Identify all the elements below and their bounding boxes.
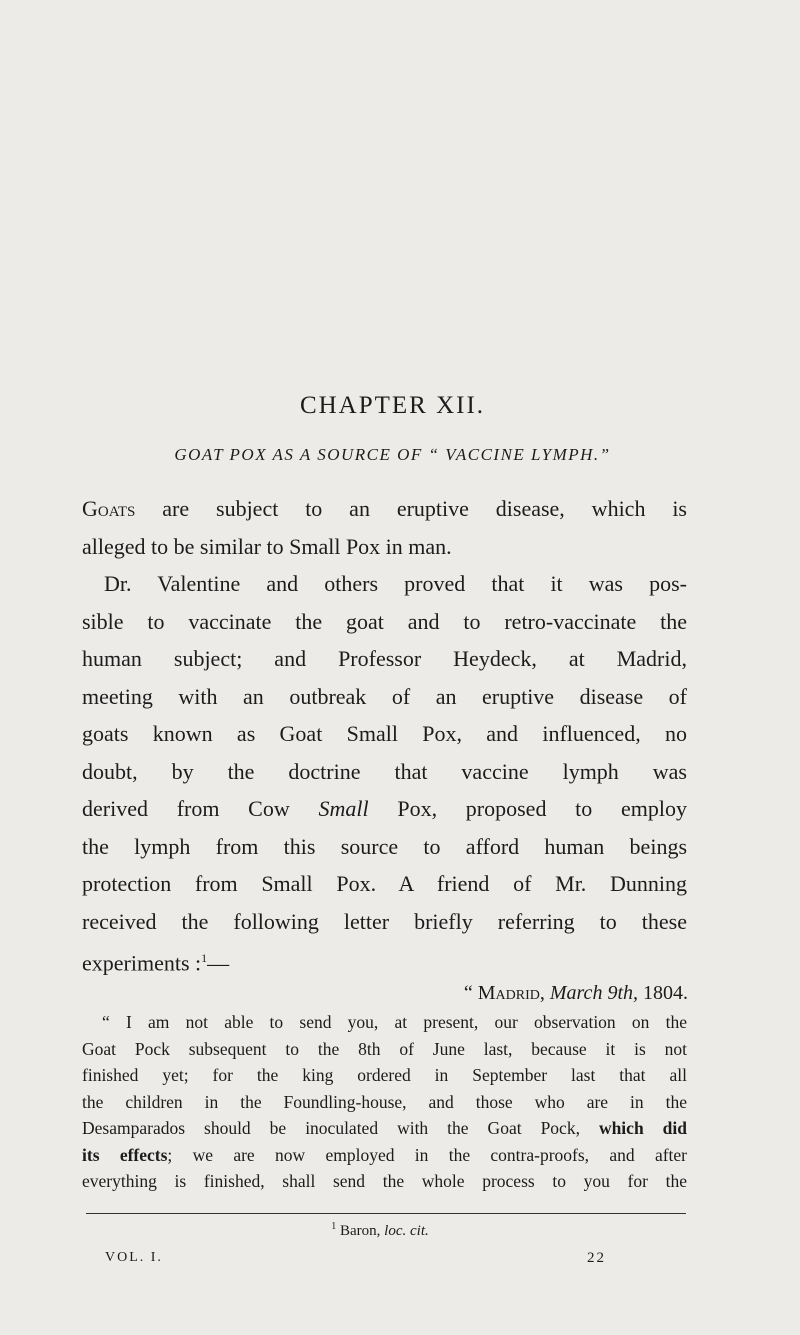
dateline-date: March 9th, <box>549 982 638 1004</box>
body-line: goats known as Goat Small Pox, and influenced, no <box>82 721 687 746</box>
footnote-marker: 1 <box>331 1221 337 1232</box>
dateline-place: Madrid <box>477 982 540 1004</box>
opening-word: Goats <box>82 496 136 521</box>
letter-dateline <box>464 982 688 1005</box>
quoted-letter <box>82 1009 687 1195</box>
letter-line-text: ; we are now employed in the contra-proofs, and after <box>167 1144 687 1165</box>
letter-line: everything is finished, shall send the whole process to you for the <box>82 1171 687 1191</box>
letter-line: Goat Pock subsequent to the 8th of June last, because it is not <box>82 1038 687 1059</box>
letter-line <box>82 1142 687 1169</box>
body-text <box>82 490 687 978</box>
letter-line: “ I am not able to send you, at present, our observation on the <box>102 1012 687 1032</box>
letter-line: finished yet; for the king ordered in September last that all <box>82 1065 687 1085</box>
emphasis-text: Small <box>318 796 369 821</box>
body-line: doubt, by the doctrine that vaccine lymph was <box>82 758 687 784</box>
body-line <box>82 490 687 528</box>
body-line <box>82 790 687 828</box>
body-line: meeting with an outbreak of an eruptive disease of <box>82 683 687 709</box>
body-line: the lymph from this source to afford human beings <box>82 833 687 859</box>
footnote-text: Baron, <box>336 1223 385 1239</box>
body-line: alleged to be similar to Small Pox in man. <box>82 533 452 559</box>
volume-label: VOL. I. <box>105 1250 163 1265</box>
body-line: sible to vaccinate the goat and to retro-vaccinate the <box>82 608 687 634</box>
footnote-reference: 1 <box>201 951 208 965</box>
body-line-text: derived from Cow <box>82 796 319 821</box>
letter-line <box>82 1115 687 1142</box>
body-line: human subject; and Professor Heydeck, at Madrid, <box>82 646 687 671</box>
body-line-text: experiments : <box>82 950 202 976</box>
body-line: protection from Small Pox. A friend of Mr. Dunning <box>82 871 687 896</box>
dateline-separator: , <box>539 982 550 1004</box>
letter-line-text: Desamparados should be inoculated with the Goat Pock, <box>82 1118 599 1138</box>
chapter-subtitle: GOAT POX AS A SOURCE OF “ VACCINE LYMPH.” <box>174 445 611 464</box>
body-line: Dr. Valentine and others proved that it was pos- <box>104 571 687 596</box>
body-line-text: — <box>207 950 230 976</box>
letter-line: the children in the Foundling-house, and those who are in the <box>82 1091 687 1112</box>
footnote-citation: loc. cit. <box>384 1223 429 1239</box>
page-number: 22 <box>587 1250 606 1266</box>
quote-mark: “ <box>463 982 478 1004</box>
footnote <box>0 1221 760 1240</box>
body-line-text: are subject to an eruptive disease, which is <box>135 496 687 521</box>
body-line-text: Pox, proposed to employ <box>368 796 688 821</box>
bold-text: which did <box>598 1118 687 1138</box>
footnote-divider <box>86 1213 686 1214</box>
bold-text: its effects <box>82 1144 168 1165</box>
dateline-year: 1804. <box>638 982 688 1004</box>
chapter-title: CHAPTER XII. <box>299 392 486 419</box>
body-line: received the following letter briefly referring to these <box>82 908 687 934</box>
body-line <box>82 940 687 978</box>
